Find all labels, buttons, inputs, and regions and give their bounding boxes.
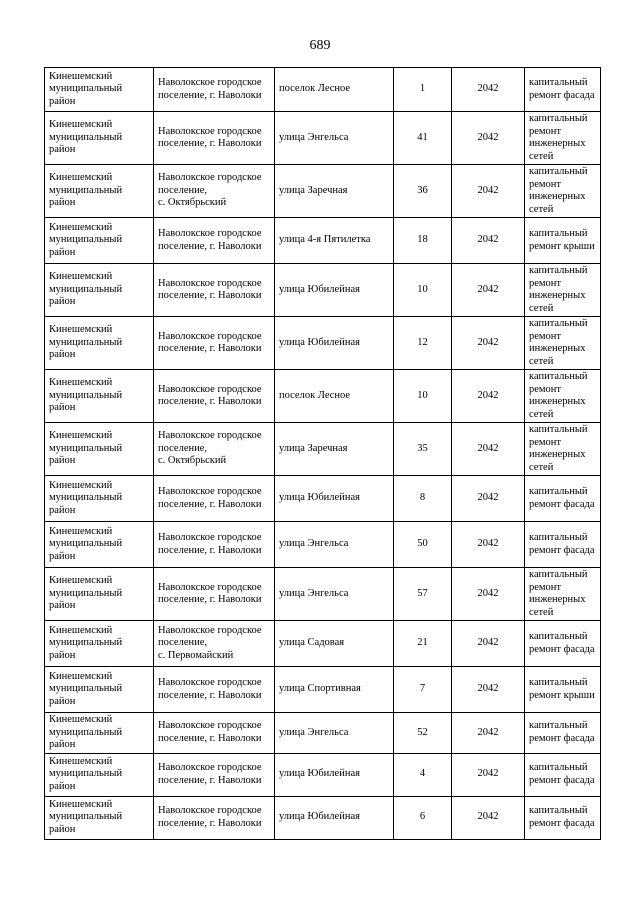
settlement-cell bbox=[154, 68, 275, 112]
table-row bbox=[45, 621, 601, 667]
table-body bbox=[45, 68, 601, 840]
work-type-cell: капитальный ремонт инженерных сетей bbox=[525, 317, 601, 370]
year-cell: 2042 bbox=[452, 218, 525, 264]
settlement-line: Наволокское городское bbox=[158, 383, 262, 395]
settlement-line: Наволокское городское bbox=[158, 532, 262, 543]
settlement-cell bbox=[154, 753, 275, 796]
settlement-line: с. Октябрьский bbox=[158, 197, 227, 209]
year-cell: 2042 bbox=[452, 522, 525, 568]
work-type-cell: капитальный ремонт фасада bbox=[525, 796, 601, 839]
street-cell: улица Заречная bbox=[275, 423, 394, 476]
house-number-cell: 12 bbox=[394, 317, 452, 370]
settlement-cell bbox=[154, 568, 275, 621]
street-cell: улица Юбилейная bbox=[275, 317, 394, 370]
house-number-cell: 50 bbox=[394, 522, 452, 568]
settlement-line: поселение, г. Наволоки bbox=[158, 343, 262, 354]
district-cell: Кинешемский муниципальный район bbox=[45, 568, 154, 621]
year-cell: 2042 bbox=[452, 112, 525, 165]
settlement-line: поселение, г. Наволоки bbox=[158, 498, 262, 510]
settlement-cell bbox=[154, 667, 275, 713]
district-cell: Кинешемский муниципальный район bbox=[45, 713, 154, 754]
table-row bbox=[45, 218, 601, 264]
work-type-cell: капитальный ремонт фасада bbox=[525, 713, 601, 754]
street-cell: улица Энгельса bbox=[275, 522, 394, 568]
settlement-line: Наволокское городское bbox=[158, 430, 262, 442]
year-cell: 2042 bbox=[452, 370, 525, 423]
table-row bbox=[45, 476, 601, 522]
settlement-cell bbox=[154, 218, 275, 264]
settlement-line: поселение, г. Наволоки bbox=[158, 689, 262, 701]
work-type-cell: капитальный ремонт инженерных сетей bbox=[525, 264, 601, 317]
settlement-cell bbox=[154, 796, 275, 839]
year-cell: 2042 bbox=[452, 165, 525, 218]
table-row bbox=[45, 568, 601, 621]
settlement-cell bbox=[154, 370, 275, 423]
work-type-cell: капитальный ремонт фасада bbox=[525, 68, 601, 112]
settlement-line: поселение, bbox=[158, 637, 208, 649]
district-cell: Кинешемский муниципальный район bbox=[45, 370, 154, 423]
district-cell: Кинешемский муниципальный район bbox=[45, 476, 154, 522]
table-row bbox=[45, 68, 601, 112]
house-number-cell: 18 bbox=[394, 218, 452, 264]
work-type-cell: капитальный ремонт фасада bbox=[525, 753, 601, 796]
street-cell: улица Энгельса bbox=[275, 112, 394, 165]
settlement-line: поселение, г. Наволоки bbox=[158, 774, 262, 786]
work-type-cell: капитальный ремонт крыши bbox=[525, 667, 601, 713]
house-number-cell: 57 bbox=[394, 568, 452, 621]
settlement-line: поселение, bbox=[158, 184, 208, 196]
house-number-cell: 35 bbox=[394, 423, 452, 476]
district-cell: Кинешемский муниципальный район bbox=[45, 68, 154, 112]
house-number-cell: 1 bbox=[394, 68, 452, 112]
year-cell: 2042 bbox=[452, 568, 525, 621]
house-number-cell: 10 bbox=[394, 370, 452, 423]
table-row bbox=[45, 317, 601, 370]
street-cell: улица Юбилейная bbox=[275, 796, 394, 839]
street-cell: улица Садовая bbox=[275, 621, 394, 667]
settlement-line: Наволокское городское bbox=[158, 172, 262, 184]
house-number-cell: 8 bbox=[394, 476, 452, 522]
work-type-cell: капитальный ремонт инженерных сетей bbox=[525, 370, 601, 423]
year-cell: 2042 bbox=[452, 423, 525, 476]
settlement-line: поселение, г. Наволоки bbox=[158, 89, 262, 101]
settlement-line: с. Октябрьский bbox=[158, 455, 227, 467]
year-cell: 2042 bbox=[452, 68, 525, 112]
street-cell: улица Юбилейная bbox=[275, 476, 394, 522]
settlement-line: Наволокское городское bbox=[158, 581, 262, 593]
year-cell: 2042 bbox=[452, 264, 525, 317]
street-cell: улица Юбилейная bbox=[275, 753, 394, 796]
year-cell: 2042 bbox=[452, 667, 525, 713]
work-type-cell: капитальный ремонт фасада bbox=[525, 522, 601, 568]
settlement-line: поселение, г. Наволоки bbox=[158, 544, 262, 556]
table-row bbox=[45, 796, 601, 839]
house-number-cell: 41 bbox=[394, 112, 452, 165]
settlement-line: поселение, г. Наволоки bbox=[158, 290, 262, 301]
settlement-cell bbox=[154, 112, 275, 165]
district-cell: Кинешемский муниципальный район bbox=[45, 317, 154, 370]
district-cell: Кинешемский муниципальный район bbox=[45, 165, 154, 218]
year-cell: 2042 bbox=[452, 476, 525, 522]
district-cell: Кинешемский муниципальный район bbox=[45, 796, 154, 839]
house-number-cell: 4 bbox=[394, 753, 452, 796]
settlement-cell bbox=[154, 264, 275, 317]
table-row bbox=[45, 165, 601, 218]
settlement-cell bbox=[154, 317, 275, 370]
settlement-cell bbox=[154, 522, 275, 568]
settlement-line: Наволокское городское bbox=[158, 77, 262, 88]
settlement-cell bbox=[154, 476, 275, 522]
district-cell: Кинешемский муниципальный район bbox=[45, 423, 154, 476]
settlement-line: Наволокское городское bbox=[158, 677, 262, 688]
house-number-cell: 7 bbox=[394, 667, 452, 713]
settlement-cell bbox=[154, 621, 275, 667]
housing-repair-table bbox=[44, 67, 601, 840]
street-cell: улица Спортивная bbox=[275, 667, 394, 713]
work-type-cell: капитальный ремонт инженерных сетей bbox=[525, 423, 601, 476]
settlement-line: Наволокское городское bbox=[158, 277, 262, 289]
settlement-line: поселение, г. Наволоки bbox=[158, 817, 262, 829]
district-cell: Кинешемский муниципальный район bbox=[45, 264, 154, 317]
work-type-cell: капитальный ремонт инженерных сетей bbox=[525, 165, 601, 218]
table-row bbox=[45, 522, 601, 568]
table-row bbox=[45, 264, 601, 317]
settlement-line: Наволокское городское bbox=[158, 720, 262, 732]
street-cell: поселок Лесное bbox=[275, 370, 394, 423]
work-type-cell: капитальный ремонт инженерных сетей bbox=[525, 112, 601, 165]
settlement-line: поселение, bbox=[158, 442, 208, 454]
district-cell: Кинешемский муниципальный район bbox=[45, 218, 154, 264]
settlement-line: Наволокское городское bbox=[158, 486, 262, 497]
house-number-cell: 36 bbox=[394, 165, 452, 218]
settlement-cell bbox=[154, 713, 275, 754]
settlement-line: с. Первомайский bbox=[158, 649, 234, 661]
district-cell: Кинешемский муниципальный район bbox=[45, 753, 154, 796]
table-row bbox=[45, 713, 601, 754]
year-cell: 2042 bbox=[452, 796, 525, 839]
house-number-cell: 10 bbox=[394, 264, 452, 317]
table-row bbox=[45, 423, 601, 476]
street-cell: улица Юбилейная bbox=[275, 264, 394, 317]
year-cell: 2042 bbox=[452, 317, 525, 370]
settlement-line: Наволокское городское bbox=[158, 805, 262, 816]
year-cell: 2042 bbox=[452, 753, 525, 796]
settlement-line: поселение, г. Наволоки bbox=[158, 396, 262, 407]
district-cell: Кинешемский муниципальный район bbox=[45, 667, 154, 713]
street-cell: улица Энгельса bbox=[275, 568, 394, 621]
settlement-line: Наволокское городское bbox=[158, 125, 262, 137]
settlement-line: поселение, г. Наволоки bbox=[158, 240, 262, 252]
street-cell: улица Энгельса bbox=[275, 713, 394, 754]
work-type-cell: капитальный ремонт фасада bbox=[525, 621, 601, 667]
work-type-cell: капитальный ремонт крыши bbox=[525, 218, 601, 264]
table-row bbox=[45, 112, 601, 165]
district-cell: Кинешемский муниципальный район bbox=[45, 522, 154, 568]
settlement-line: Наволокское городское bbox=[158, 330, 262, 342]
year-cell: 2042 bbox=[452, 621, 525, 667]
page-number: 689 bbox=[309, 38, 331, 53]
settlement-line: поселение, г. Наволоки bbox=[158, 594, 262, 605]
work-type-cell: капитальный ремонт фасада bbox=[525, 476, 601, 522]
house-number-cell: 52 bbox=[394, 713, 452, 754]
street-cell: поселок Лесное bbox=[275, 68, 394, 112]
street-cell: улица Заречная bbox=[275, 165, 394, 218]
year-cell: 2042 bbox=[452, 713, 525, 754]
settlement-line: Наволокское городское bbox=[158, 624, 262, 636]
district-cell: Кинешемский муниципальный район bbox=[45, 621, 154, 667]
settlement-line: поселение, г. Наволоки bbox=[158, 732, 262, 744]
settlement-line: Наволокское городское bbox=[158, 762, 262, 773]
table-row bbox=[45, 370, 601, 423]
work-type-cell: капитальный ремонт инженерных сетей bbox=[525, 568, 601, 621]
street-cell: улица 4-я Пятилетка bbox=[275, 218, 394, 264]
settlement-cell bbox=[154, 423, 275, 476]
settlement-line: Наволокское городское bbox=[158, 228, 262, 239]
table-row bbox=[45, 667, 601, 713]
district-cell: Кинешемский муниципальный район bbox=[45, 112, 154, 165]
house-number-cell: 21 bbox=[394, 621, 452, 667]
settlement-cell bbox=[154, 165, 275, 218]
table-row bbox=[45, 753, 601, 796]
house-number-cell: 6 bbox=[394, 796, 452, 839]
settlement-line: поселение, г. Наволоки bbox=[158, 138, 262, 149]
